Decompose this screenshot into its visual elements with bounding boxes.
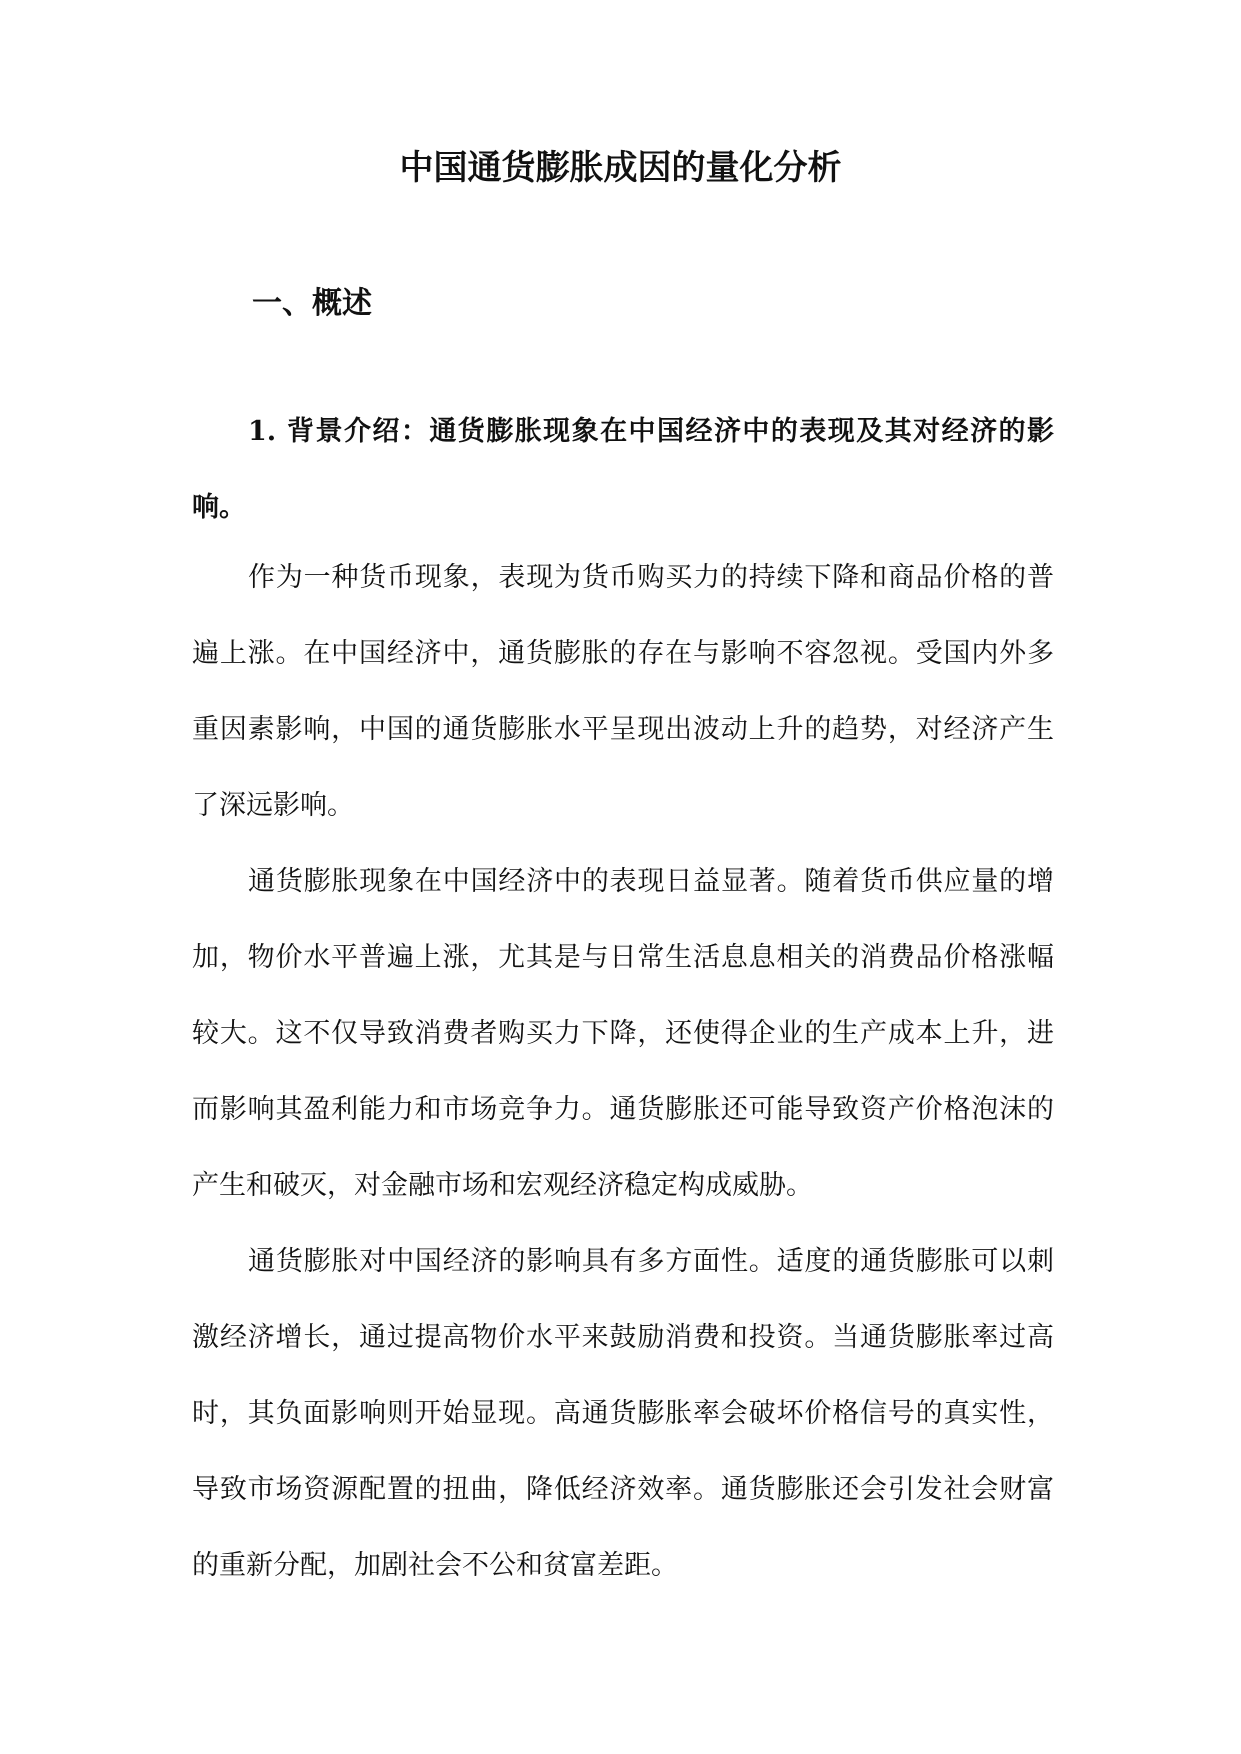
body-paragraph-2: 通货膨胀现象在中国经济中的表现日益显著。随着货币供应量的增加，物价水平普遍上涨，尤其是与日常生活息息相关的消费品价格涨幅较大。这不仅导致消费者购买力下降，还使得企业的生产成本上升，进而影响其盈利能力和市场竞争力。通货膨胀还可能导致资产价格泡沫的产生和破灭，对金融市场和宏观经济稳定构成威胁。 bbox=[192, 866, 1054, 1201]
body-paragraph-3: 通货膨胀对中国经济的影响具有多方面性。适度的通货膨胀可以刺激经济增长，通过提高物价水平来鼓励消费和投资。当通货膨胀率过高时，其负面影响则开始显现。高通货膨胀率会破坏价格信号的真实性，导致市场资源配置的扭曲，降低经济效率。通货膨胀还会引发社会财富的重新分配，加剧社会不公和贫富差距。 bbox=[192, 1246, 1054, 1581]
body-paragraph-1: 作为一种货币现象，表现为货币购买力的持续下降和商品价格的普遍上涨。在中国经济中，通货膨胀的存在与影响不容忽视。受国内外多重因素影响，中国的通货膨胀水平呈现出波动上升的趋势，对经济产生了深远影响。 bbox=[192, 562, 1054, 821]
document-title: 中国通货膨胀成因的量化分析 bbox=[399, 148, 842, 188]
subsection-heading: 1. 背景介绍：通货膨胀现象在中国经济中的表现及其对经济的影响。 bbox=[192, 416, 1054, 523]
section-heading: 一、概述 bbox=[252, 286, 372, 321]
